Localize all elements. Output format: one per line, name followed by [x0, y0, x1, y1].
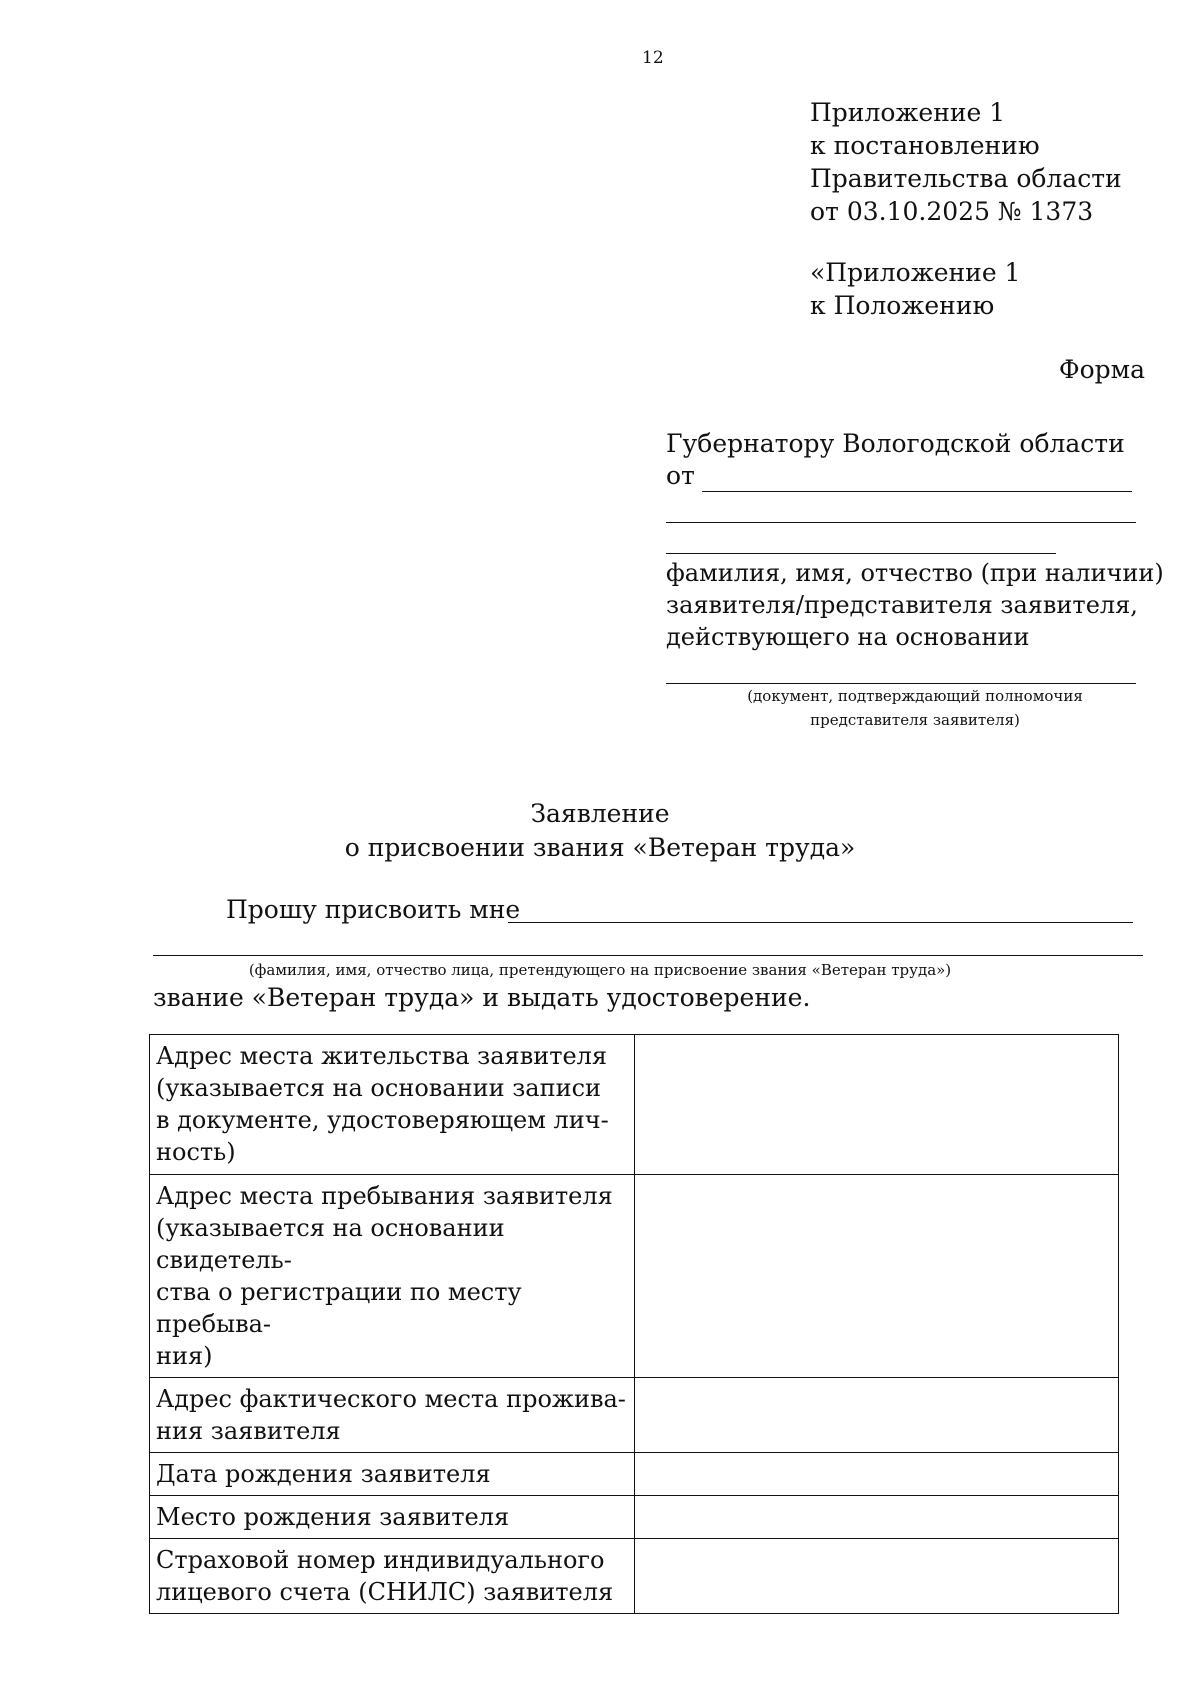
page-number: 12: [642, 48, 664, 68]
label-line: Адрес фактического места прожива-: [156, 1385, 626, 1413]
table-row-value-cell[interactable]: [634, 1175, 1118, 1378]
table-row: [150, 1539, 1119, 1614]
table-row-label: [150, 1378, 635, 1453]
label-line: ния): [156, 1342, 213, 1370]
applicant-name-line-3[interactable]: [666, 553, 1056, 554]
label-line: в документе, удостоверяющем лич-: [156, 1106, 609, 1134]
applicant-name-line-2[interactable]: [666, 522, 1136, 523]
applicant-hint-line: фамилия, имя, отчество (при наличии): [666, 559, 1164, 587]
form-label: Форма: [1058, 355, 1145, 384]
table-row-label: [150, 1539, 635, 1614]
document-caption: [700, 684, 1130, 732]
table-row-label: [150, 1035, 635, 1175]
appendix-line: Правительства области: [810, 164, 1122, 193]
title-line-1: Заявление: [530, 799, 670, 828]
title-line-2: о присвоении звания «Ветеран труда»: [344, 833, 856, 862]
table-row-value-cell[interactable]: [634, 1035, 1118, 1175]
appendix-line: от 03.10.2025 № 1373: [810, 197, 1094, 226]
label-line: (указывается на основании записи: [156, 1074, 602, 1102]
appendix-sub-line: к Положению: [810, 291, 995, 320]
label-line: ства о регистрации по месту пребыва-: [156, 1278, 522, 1338]
recipient-name-line-2[interactable]: [153, 955, 1143, 956]
table-row: [150, 1175, 1119, 1378]
document-caption-line: (документ, подтверждающий полномочия: [747, 687, 1083, 705]
document-caption-line: представителя заявителя): [810, 711, 1020, 729]
applicant-data-table: [149, 1034, 1119, 1614]
label-line: Адрес места пребывания заявителя: [156, 1182, 613, 1210]
addressee-from-label: от: [666, 461, 695, 490]
label-line: Дата рождения заявителя: [156, 1460, 491, 1488]
table-row-value-cell[interactable]: [634, 1496, 1118, 1539]
label-line: Страховой номер индивидуального: [156, 1546, 605, 1574]
applicant-name-line-1[interactable]: [702, 491, 1132, 492]
grant-text: звание «Ветеран труда» и выдать удостоверение.: [153, 983, 811, 1012]
label-line: Место рождения заявителя: [156, 1503, 510, 1531]
appendix-line: к постановлению: [810, 131, 1040, 160]
table-row-value-cell[interactable]: [634, 1378, 1118, 1453]
label-line: (указывается на основании свидетель-: [156, 1214, 505, 1274]
document-title: [0, 797, 1200, 865]
applicant-hint-line: действующего на основании: [666, 623, 1030, 651]
table-row: [150, 1453, 1119, 1496]
applicant-hint: [666, 557, 1164, 653]
appendix-sub-line: «Приложение 1: [810, 258, 1021, 287]
addressee-block: [666, 428, 1125, 492]
appendix-line: Приложение 1: [810, 98, 1006, 127]
table-row-value-cell[interactable]: [634, 1539, 1118, 1614]
applicant-hint-line: заявителя/представителя заявителя,: [666, 591, 1138, 619]
table-row-label: [150, 1453, 635, 1496]
label-line: лицевого счета (СНИЛС) заявителя: [156, 1578, 614, 1606]
addressee-governor: Губернатору Вологодской области: [666, 429, 1125, 458]
appendix-reference: [810, 96, 1122, 322]
table-row-value-cell[interactable]: [634, 1453, 1118, 1496]
table-row-label: [150, 1175, 635, 1378]
request-text: Прошу присвоить мне: [226, 895, 521, 924]
fio-caption: (фамилия, имя, отчество лица, претендующего на присвоение звания «Ветеран труда»): [248, 961, 952, 979]
table-row-label: [150, 1496, 635, 1539]
label-line: ность): [156, 1138, 236, 1166]
table-row: [150, 1035, 1119, 1175]
label-line: Адрес места жительства заявителя: [156, 1042, 608, 1070]
recipient-name-line-1[interactable]: [508, 922, 1133, 923]
label-line: ния заявителя: [156, 1417, 341, 1445]
table-row: [150, 1378, 1119, 1453]
table-row: [150, 1496, 1119, 1539]
